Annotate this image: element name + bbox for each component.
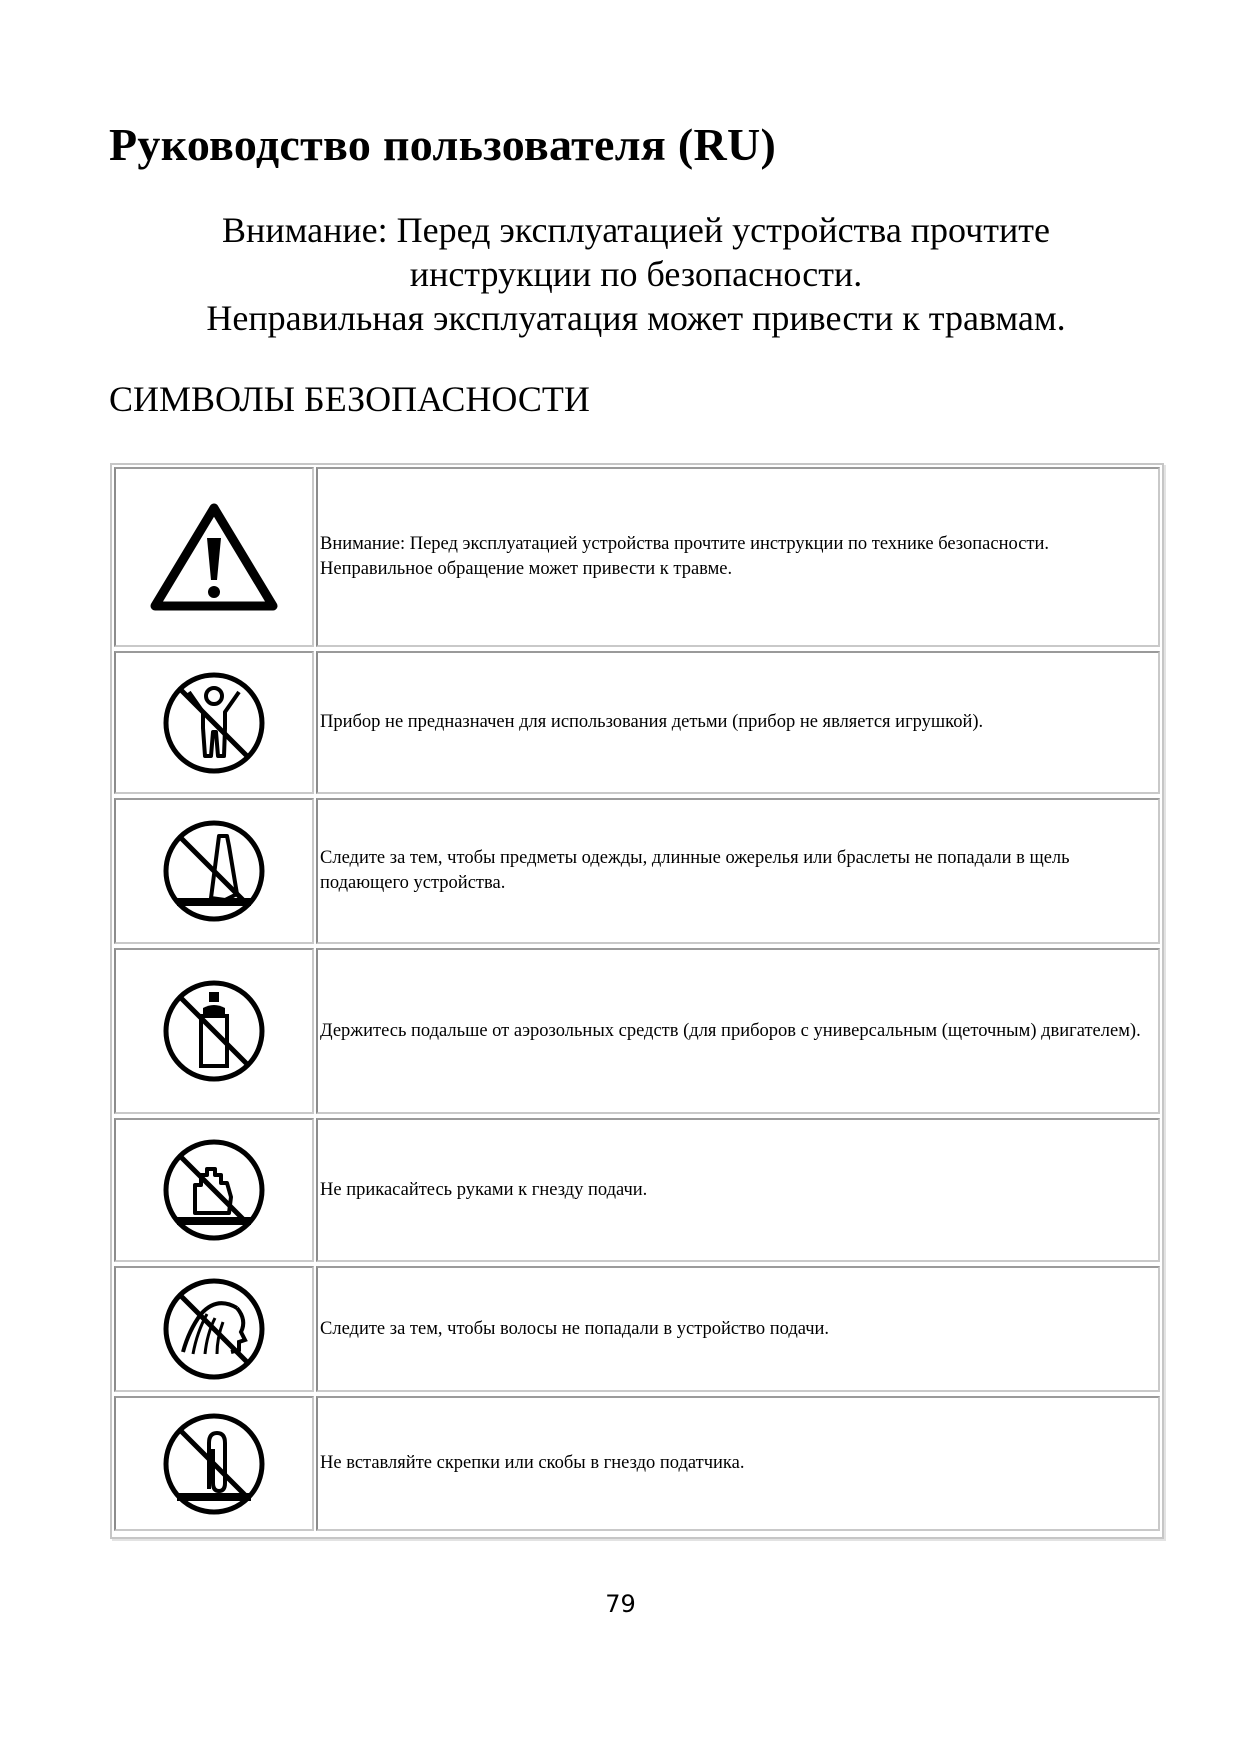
icon-cell xyxy=(114,651,314,794)
icon-cell xyxy=(114,467,314,647)
no-aerosol-icon xyxy=(159,976,269,1086)
no-children-icon xyxy=(159,668,269,778)
warning-line: инструкции по безопасности. xyxy=(409,254,863,294)
symbol-description: Держитесь подальше от аэрозольных средств (для приборов с универсальным (щеточным) двигателем). xyxy=(316,948,1160,1114)
table-row xyxy=(114,1118,1160,1262)
icon-cell xyxy=(114,798,314,944)
table-row xyxy=(114,651,1160,794)
icon-cell xyxy=(114,1118,314,1262)
symbol-description: Следите за тем, чтобы предметы одежды, длинные ожерелья или браслеты не попадали в щель подающего устройства. xyxy=(316,798,1160,944)
no-hands-icon xyxy=(159,1135,269,1245)
symbol-description: Внимание: Перед эксплуатацией устройства прочтите инструкции по технике безопасности. Неправильное обращение может привести к травме. xyxy=(316,467,1160,647)
no-hair-icon xyxy=(159,1274,269,1384)
no-loose-clothing-icon xyxy=(159,816,269,926)
symbol-description: Следите за тем, чтобы волосы не попадали в устройство подачи. xyxy=(316,1266,1160,1392)
warning-notice xyxy=(100,208,1172,340)
warning-triangle-icon xyxy=(149,502,279,612)
table-row xyxy=(114,798,1160,944)
safety-symbols-table xyxy=(110,463,1164,1539)
table-row xyxy=(114,948,1160,1114)
page-title: Руководство пользователя (RU) xyxy=(109,119,777,170)
section-heading: СИМВОЛЫ БЕЗОПАСНОСТИ xyxy=(109,379,590,419)
warning-line: Неправильная эксплуатация может привести к травмам. xyxy=(206,298,1066,338)
page-number: 79 xyxy=(605,1590,636,1618)
no-paperclips-icon xyxy=(159,1409,269,1519)
table-row xyxy=(114,1266,1160,1392)
table-row xyxy=(114,467,1160,647)
table-row xyxy=(114,1396,1160,1531)
warning-line: Внимание: Перед эксплуатацией устройства прочтите xyxy=(222,210,1050,250)
icon-cell xyxy=(114,1266,314,1392)
symbol-description: Не прикасайтесь руками к гнезду подачи. xyxy=(316,1118,1160,1262)
icon-cell xyxy=(114,1396,314,1531)
symbol-description: Прибор не предназначен для использования детьми (прибор не является игрушкой). xyxy=(316,651,1160,794)
symbol-description: Не вставляйте скрепки или скобы в гнездо податчика. xyxy=(316,1396,1160,1531)
icon-cell xyxy=(114,948,314,1114)
